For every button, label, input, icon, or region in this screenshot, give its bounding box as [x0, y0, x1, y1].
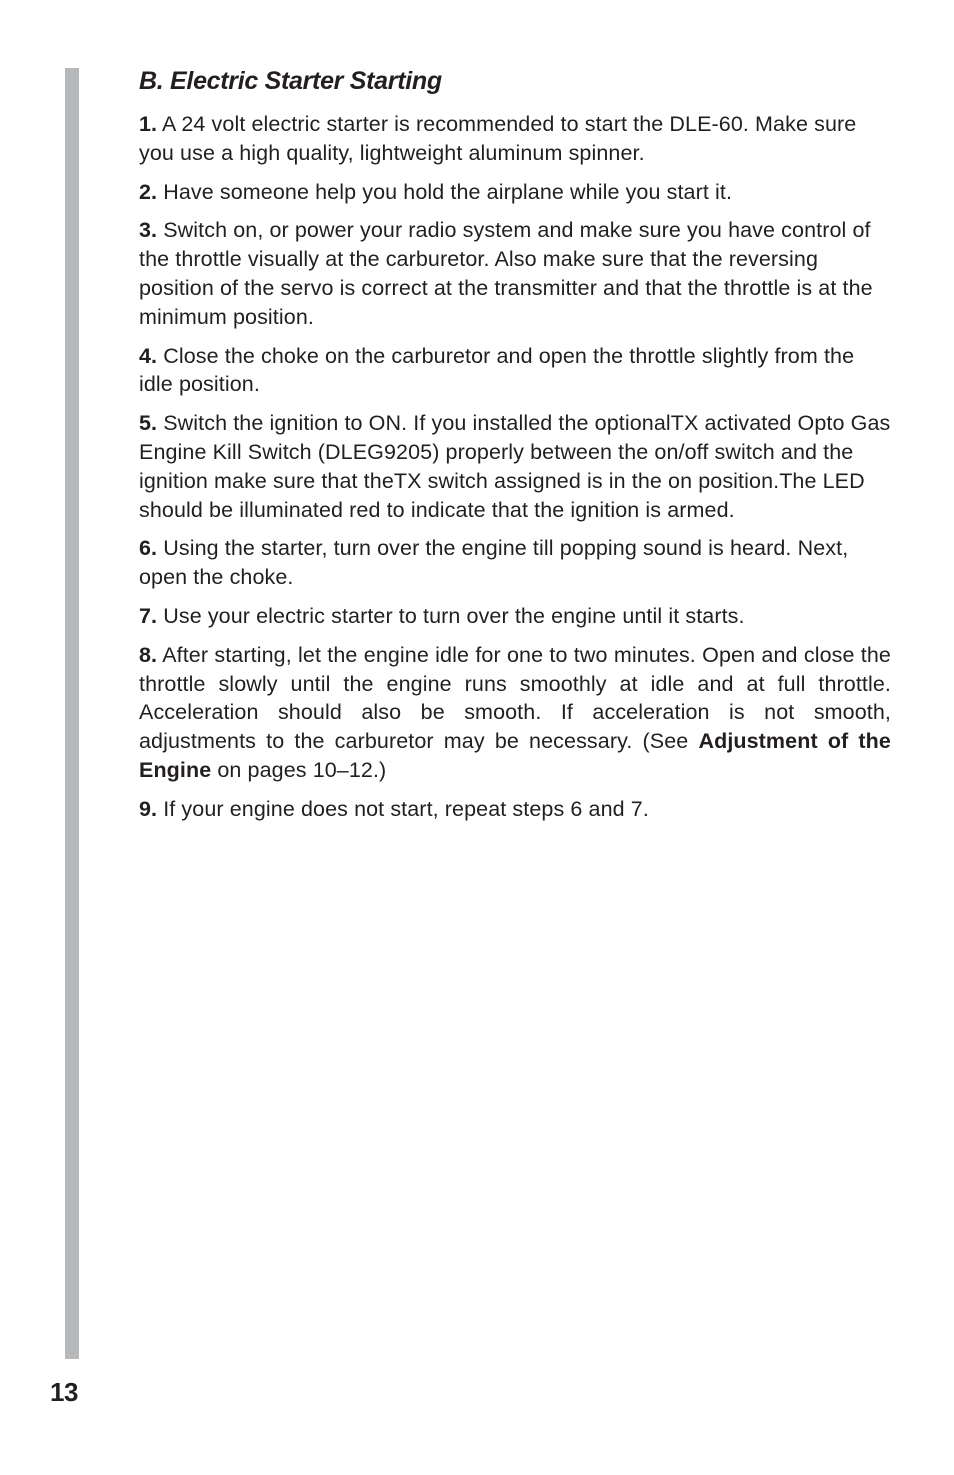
step-text: Using the starter, turn over the engine till popping sound is heard. Next, open the choke.: [139, 536, 849, 590]
step-text: After starting, let the engine idle for one to two minutes. Open and close the throttle slowly until the engine runs smoothly at idle and at full throttle. Acceleration should also be smooth. If acceleration is not smooth, adjustments to the carburetor may be necessary. (See: [139, 642, 891, 754]
step-5: [139, 409, 891, 524]
step-text: Use your electric starter to turn over the engine until it starts.: [157, 603, 745, 628]
step-4: [139, 342, 891, 400]
step-1: [139, 110, 891, 168]
step-3: [139, 216, 891, 331]
step-number: 2.: [139, 179, 158, 204]
page-content: [139, 64, 891, 834]
cross-reference: Adjustment of the Engine: [139, 729, 891, 782]
step-text-tail: on pages 10–12.): [211, 757, 387, 782]
step-2: [139, 178, 891, 207]
section-heading: B. Electric Starter Starting: [139, 67, 442, 95]
step-number: 5.: [139, 411, 158, 436]
step-number: 6.: [139, 536, 158, 561]
step-8: [139, 641, 891, 785]
step-number: 8.: [139, 642, 158, 667]
margin-bar: [65, 68, 79, 1359]
step-number: 9.: [139, 796, 158, 821]
step-text: Close the choke on the carburetor and open the throttle slightly from the idle position.: [139, 343, 855, 397]
step-number: 1.: [139, 112, 158, 136]
step-text: Switch on, or power your radio system and make sure you have control of the throttle visually at the carburetor. Also make sure that the reversing position of the servo is correct at the transmitter and that the throttle is at the minimum position.: [139, 218, 873, 329]
step-text: A 24 volt electric starter is recommended to start the DLE-60. Make sure you use a high quality, lightweight aluminum spinner.: [139, 112, 857, 165]
step-number: 4.: [139, 343, 158, 368]
page-number: 13: [50, 1377, 78, 1407]
step-9: [139, 795, 891, 824]
step-number: 7.: [139, 603, 158, 628]
step-text: Switch the ignition to ON. If you installed the optionalTX activated Opto Gas Engine Kill Switch (DLEG9205) properly between the on/off switch and the ignition make sure that theTX switch assigned is in the on position.The LED should be illuminated red to indicate that the ignition is armed.: [139, 411, 891, 522]
step-text: If your engine does not start, repeat steps 6 and 7.: [157, 796, 649, 821]
step-7: [139, 602, 891, 631]
step-6: [139, 534, 891, 592]
step-text: Have someone help you hold the airplane while you start it.: [157, 179, 733, 204]
step-number: 3.: [139, 218, 158, 243]
